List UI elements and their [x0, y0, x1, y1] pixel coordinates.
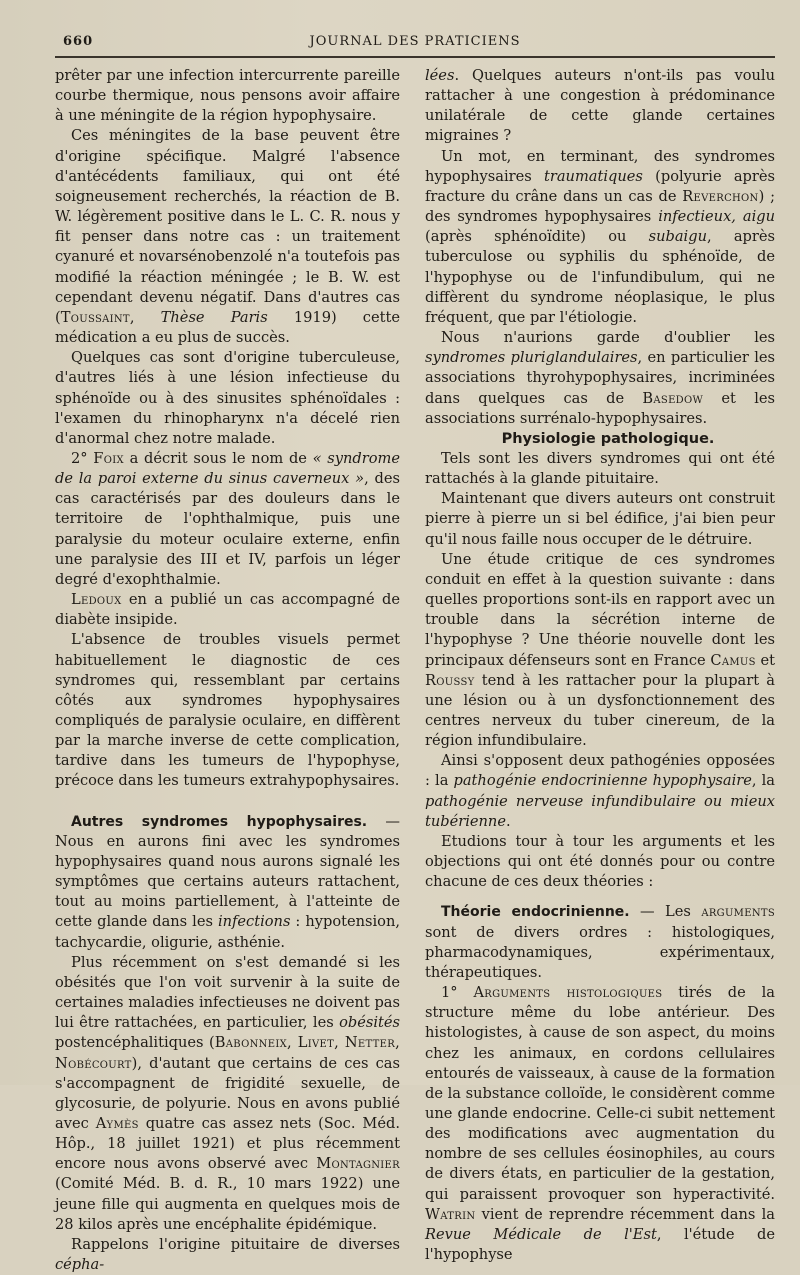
paragraph: 2° Foix a décrit sous le nom de « syndrome de la paroi externe du sinus caverneux », des cas caractérisés par des douleurs dans le territoire de l'ophthalmique, puis une paralysie du moteur oculaire externe, enfin une paralysie des III et IV, parfois un léger degré d'exophthalmie.: [55, 449, 401, 588]
paragraph: L'absence de troubles visuels permet habituellement le diagnostic de ces syndromes qui, ressemblant par certains côtés aux syndromes hypophysaires compliqués de paralysie oculaire, en diffèrent par la marche inverse de cette complication, tardive dans les tumeurs de l'hypophyse, précoce dans les tumeurs extrahypophysaires.: [55, 631, 400, 790]
page-number: 660: [63, 34, 94, 49]
paragraph: Etudions tour à tour les arguments et les objections qui ont été donnés pour ou contre chacune de ces deux théories :: [425, 832, 775, 891]
paragraph: Nous n'aurions garde d'oublier les syndromes pluriglandulaires, en particulier les associations thyrohypophysaires, incriminées dans quelques cas de Basedow et les associations surrénalo-hypophysaires.: [425, 329, 775, 427]
paragraph: Ces méningites de la base peuvent être d'origine spécifique. Malgré l'absence d'antécédents familiaux, qui ont été soigneusement recherchés, la réaction de B. W. légèrement positive dans le L. C. R. nous y fit penser dans notre cas : un traitement cyanuré et novarsénobenzolé n'a toutefois pas modifié la réaction méningée ; le B. W. est cependant devenu négatif. Dans d'autres cas (Toussaint, Thèse Paris 1919) cette médication a eu plus de succès.: [55, 127, 400, 347]
author-name: Foix: [93, 449, 124, 467]
paragraph: Ledoux en a publié un cas accompagné de diabète insipide.: [55, 591, 400, 629]
author-name: Reverchon: [682, 187, 759, 205]
paragraph: Une étude critique de ces syndromes conduit en effet à la question suivante : dans quelles proportions sont-ils en rapport avec un trouble dans la sécrétion interne de l'hypophyse ? Une théorie nouvelle dont les principaux défenseurs sont en France Camus et Roussy tend à les rattacher pour la plupart à une lésion ou à un dysfonctionnement des centres nerveux du tuber cinereum, de la région infundibulaire.: [425, 550, 775, 750]
section-title: Physiologie pathologique.: [501, 430, 715, 447]
author-name: Toussaint: [60, 308, 130, 326]
author-name: Ledoux: [71, 591, 122, 609]
paragraph: Rappelons l'origine pituitaire de diverses cépha-: [55, 1235, 400, 1274]
paragraph: Théorie endocrinienne. — Les arguments sont de divers ordres : histologiques, pharmacodynamiques, expérimentaux, thérapeutiques.: [425, 903, 775, 981]
run-in-heading: Autres syndromes hypophysaires.: [71, 813, 368, 830]
left-column: [55, 66, 400, 1275]
author-name: Camus: [710, 651, 756, 669]
paragraph: Autres syndromes hypophysaires. — Nous en aurons fini avec les syndromes hypophysaires quand nous aurons signalé les symptômes que certains auteurs rattachent, tout au moins partiellement, à l'atteinte de cette glande dans les infections : hypotension, tachycardie, oligurie, asthénie.: [55, 812, 400, 951]
paragraph: Ainsi s'opposent deux pathogénies opposées : la pathogénie endocrinienne hypophysaire, la pathogénie nerveuse infundibulaire ou mieux tubérienne.: [425, 752, 775, 830]
citation: Thèse Paris: [160, 308, 268, 326]
author-name: Aymès: [95, 1114, 139, 1132]
paragraph: prêter par une infection intercurrente pareille courbe thermique, nous pensons avoir affaire à une méningite de la région hypophysaire.: [55, 67, 400, 125]
paragraph: lées. Quelques auteurs n'ont-ils pas voulu rattacher à une congestion à prédominance unilatérale de cette glande certaines migraines ?: [425, 67, 775, 145]
paragraph: Plus récemment on s'est demandé si les obésités que l'on voit survenir à la suite de certaines maladies infectieuses ne doivent pas lui être rattachées, en particulier, les obésités postencéphalitiques (Babonneix, Livet, Netter, Nobécourt), d'autant que certains de ces cas s'accompagnent de frigidité sexuelle, de glycosurie, de polyurie. Nous en avons publié avec Aymès quatre cas assez nets (Soc. Méd. Hôp., 18 juillet 1921) et plus récemment encore nous avons observé avec Montagnier (Comité Méd. B. d. R., 10 mars 1922) une jeune fille qui augmenta en quelques mois de 28 kilos après une encéphalite épidémique.: [55, 953, 401, 1233]
right-column: [425, 66, 775, 1265]
run-in-heading: Théorie endocrinienne.: [441, 904, 630, 921]
author-name: Roussy: [425, 671, 475, 689]
running-title: JOURNAL DES PRATICIENS: [309, 34, 521, 49]
paragraph: 1° Arguments histologiques tirés de la structure même du lobe antérieur. Des histologistes, à cause de son aspect, du moins chez les animaux, en cordons cellulaires entourés de vaisseaux, à cause de la formation de la substance colloïde, le considèrent comme une glande endocrine. Celle-ci subit nettement des modifications avec augmentation du nombre de ses cellules éosinophiles, au cours de divers états, en particulier de la gestation, qui paraissent provoquer son hyperactivité. Watrin vient de reprendre récemment dans la Revue Médicale de l'Est, l'étude de l'hypophyse: [425, 984, 775, 1264]
author-name: Watrin: [425, 1205, 476, 1223]
author-name: Montagnier: [316, 1155, 400, 1173]
paragraph: Maintenant que divers auteurs ont construit pierre à pierre un si bel édifice, j'ai bien peur qu'il nous faille nous occuper de le détruire.: [425, 490, 775, 548]
author-name: Basedow: [642, 389, 704, 407]
author-name: Babonneix, Livet, Netter, Nobécourt: [55, 1034, 401, 1072]
paragraph: Quelques cas sont d'origine tuberculeuse, d'autres liés à une lésion infectieuse du sphénoïde ou à des sinusites sphénoïdales : l'examen du rhinopharynx n'a décelé rien d'anormal chez notre malade.: [55, 349, 400, 447]
paragraph: Un mot, en terminant, des syndromes hypophysaires traumatiques (polyurie après fracture du crâne dans un cas de Reverchon) ; des syndromes hypophysaires infectieux, aigu (après sphénoïdite) ou subaigu, après tuberculose ou syphilis du sphénoïde, de l'hypophyse ou de l'infundibulum, qui ne diffèrent du syndrome néoplasique, le plus fréquent, que par l'étiologie.: [425, 147, 775, 326]
page-header: [55, 34, 775, 54]
paragraph: Tels sont les divers syndromes qui ont été rattachés à la glande pituitaire.: [425, 449, 775, 488]
header-rule: [55, 56, 775, 58]
